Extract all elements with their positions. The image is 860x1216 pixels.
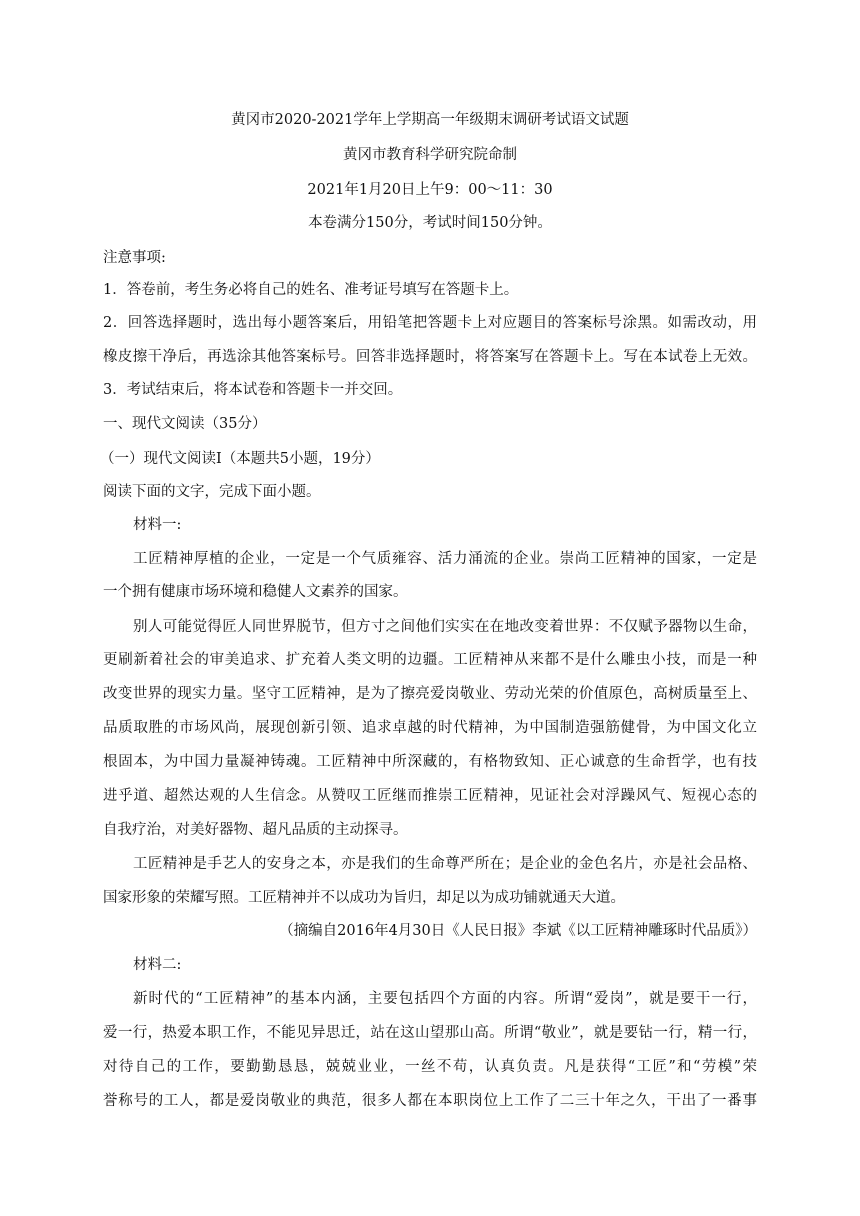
section-title: 一、现代文阅读（35分） [103, 416, 267, 432]
material-1-source: （摘编自2016年4月30日《人民日报》李斌《以工匠精神雕琢时代品质》） [279, 923, 757, 939]
material-1-paragraph-2-line-6: 进乎道、超然达观的人生信念。从赞叹工匠继而推崇工匠精神，见证社会对浮躁风气、短视心态的 [103, 788, 757, 804]
material-1-paragraph-2-line-7: 自我疗治，对美好器物、超凡品质的主动探寻。 [103, 822, 408, 838]
material-2-paragraph-1-line-4: 誉称号的工人，都是爱岗敬业的典范，很多人都在本职岗位上工作了二三十年之久，干出了一番事 [103, 1093, 757, 1109]
material-1-paragraph-3-line-2: 国家形象的荣耀写照。工匠精神并不以成功为旨归，却足以为成功铺就通天大道。 [103, 890, 625, 906]
notes-item-2-line-2: 橡皮擦干净后，再选涂其他答案标号。回答非选择题时，将答案写在答题卡上。写在本试卷上无效。 [103, 349, 757, 365]
exam-title: 黄冈市2020-2021学年上学期高一年级期末调研考试语文试题 [231, 112, 629, 128]
notes-heading: 注意事项: [103, 250, 166, 266]
exam-score-info: 本卷满分150分，考试时间150分钟。 [308, 215, 552, 231]
section-subtitle: （一）现代文阅读Ⅰ（本题共5小题，19分） [100, 451, 380, 467]
material-2-paragraph-1-line-3: 对待自己的工作，要勤勤恳恳，兢兢业业，一丝不苟，认真负责。凡是获得“工匠”和“劳模”荣 [103, 1059, 757, 1075]
notes-item-2-line-1: 2．回答选择题时，选出每小题答案后，用铅笔把答题卡上对应题目的答案标号涂黑。如需改动，用 [103, 315, 757, 331]
material-2-paragraph-1-line-1: 新时代的“工匠精神”的基本内涵，主要包括四个方面的内容。所谓“爱岗”，就是要干一行， [133, 991, 757, 1007]
material-1-paragraph-2-line-3: 改变世界的现实力量。坚守工匠精神，是为了擦亮爱岗敬业、劳动光荣的价值原色，高树质量至上、 [103, 686, 757, 702]
material-1-paragraph-2-line-1: 别人可能觉得匠人同世界脱节，但方寸之间他们实实在在地改变着世界：不仅赋予器物以生命， [133, 619, 757, 635]
material-2-label: 材料二: [133, 957, 182, 973]
exam-datetime: 2021年1月20日上午9：00～11：30 [307, 182, 553, 198]
material-1-paragraph-2-line-4: 品质取胜的市场风尚，展现创新引领、追求卓越的时代精神，为中国制造强筋健骨，为中国文化立 [103, 720, 757, 736]
notes-item-1: 1．答卷前，考生务必将自己的姓名、准考证号填写在答题卡上。 [103, 282, 519, 298]
material-1-label: 材料一: [133, 517, 182, 533]
section-instruction: 阅读下面的文字，完成下面小题。 [103, 484, 321, 500]
material-1-paragraph-1-line-1: 工匠精神厚植的企业，一定是一个气质雍容、活力涌流的企业。崇尚工匠精神的国家，一定是 [133, 551, 757, 567]
material-1-paragraph-3-line-1: 工匠精神是手艺人的安身之本，亦是我们的生命尊严所在；是企业的金色名片，亦是社会品格、 [133, 856, 757, 872]
material-1-paragraph-2-line-2: 更刷新着社会的审美追求、扩充着人类文明的边疆。工匠精神从来都不是什么雕虫小技，而是一种 [103, 652, 757, 668]
material-1-paragraph-2-line-5: 根固本，为中国力量凝神铸魂。工匠精神中所深藏的，有格物致知、正心诚意的生命哲学，也有技 [103, 754, 757, 770]
notes-item-3: 3．考试结束后，将本试卷和答题卡一并交回。 [103, 382, 403, 398]
material-2-paragraph-1-line-2: 爱一行，热爱本职工作，不能见异思迁，站在这山望那山高。所谓“敬业”，就是要钻一行，精一行， [103, 1025, 757, 1041]
exam-issuer: 黄冈市教育科学研究院命制 [343, 147, 517, 163]
material-1-paragraph-1-line-2: 一个拥有健康市场环境和稳健人文素养的国家。 [103, 584, 408, 600]
